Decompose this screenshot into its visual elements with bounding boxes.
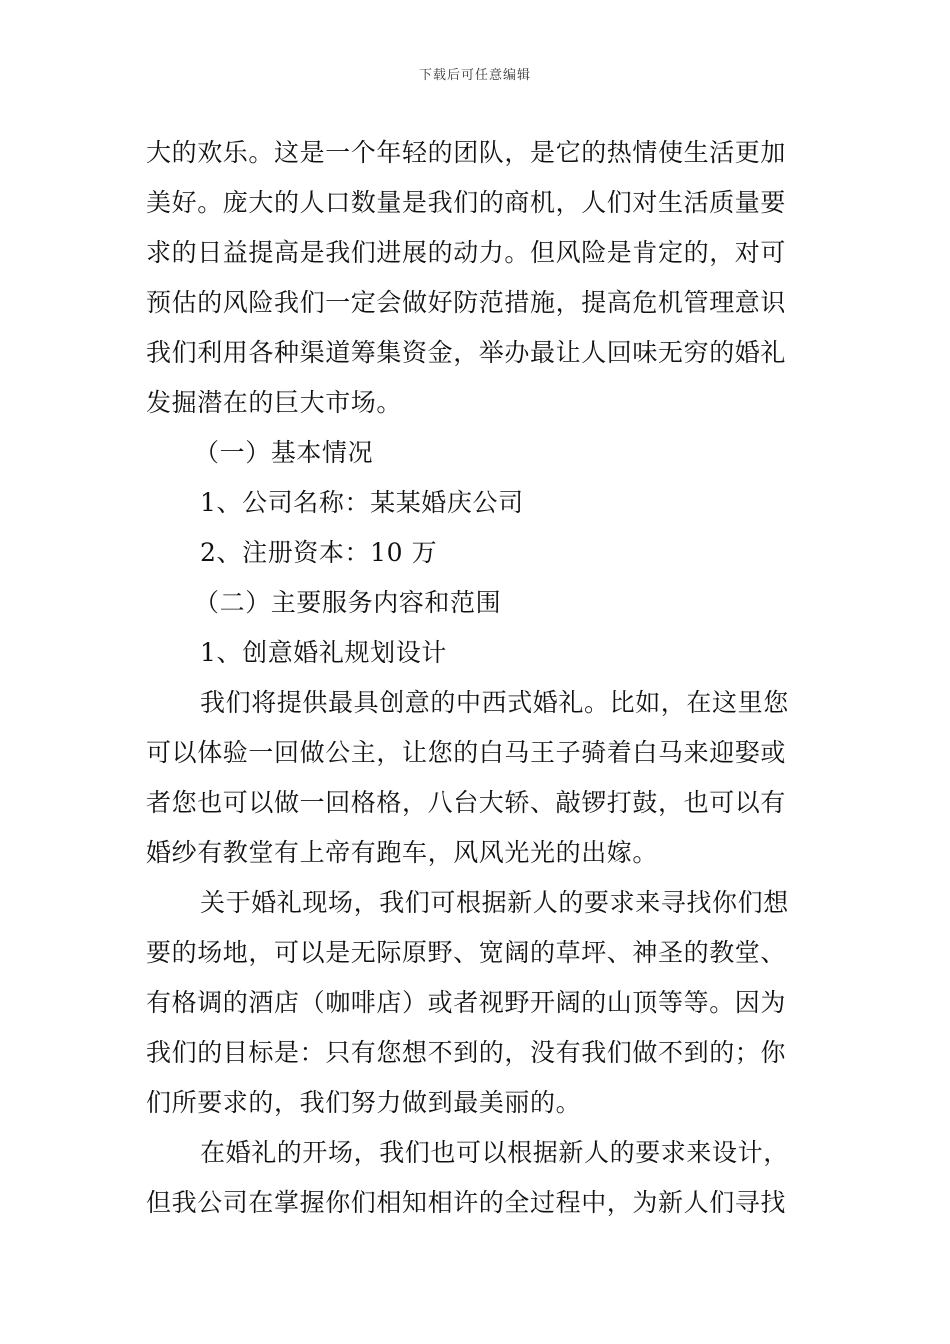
- paragraph-start: 我们将提供最具创意的中西式婚礼。比如，在这里您: [200, 688, 789, 717]
- document-body: [146, 128, 806, 1228]
- text-line: 美好。庞大的人口数量是我们的商机，人们对生活质量要: [146, 188, 787, 217]
- list-item: 1、公司名称：某某婚庆公司: [200, 488, 524, 517]
- text-line: 者您也可以做一回格格，八台大轿、敲锣打鼓，也可以有: [146, 788, 787, 817]
- text-line: 但我公司在掌握你们相知相许的全过程中，为新人们寻找: [146, 1188, 787, 1217]
- text-line: 可以体验一回做公主，让您的白马王子骑着白马来迎娶或: [146, 738, 787, 767]
- text-line: 发掘潜在的巨大市场。: [146, 388, 403, 417]
- section-heading: （二）主要服务内容和范围: [194, 588, 502, 617]
- text-line: 们所要求的，我们努力做到最美丽的。: [146, 1088, 582, 1117]
- text-line: 求的日益提高是我们进展的动力。但风险是肯定的，对可: [146, 238, 787, 267]
- text-line: 有格调的酒店（咖啡店）或者视野开阔的山顶等等。因为: [146, 988, 787, 1017]
- text-line: 预估的风险我们一定会做好防范措施，提高危机管理意识: [146, 288, 787, 317]
- list-item: 2、注册资本：10 万: [200, 538, 438, 567]
- paragraph-start: 关于婚礼现场，我们可根据新人的要求来寻找你们想: [200, 888, 789, 917]
- section-heading: （一）基本情况: [194, 438, 374, 467]
- page-header: 下载后可任意编辑: [418, 68, 531, 83]
- paragraph-start: 在婚礼的开场，我们也可以根据新人的要求来设计，: [200, 1138, 789, 1167]
- text-line: 我们的目标是：只有您想不到的，没有我们做不到的；你: [146, 1038, 787, 1067]
- text-line: 大的欢乐。这是一个年轻的团队，是它的热情使生活更加: [146, 138, 787, 167]
- text-line: 要的场地，可以是无际原野、宽阔的草坪、神圣的教堂、: [146, 938, 787, 967]
- text-line: 我们利用各种渠道筹集资金，举办最让人回味无穷的婚礼: [146, 338, 787, 367]
- text-line: 婚纱有教堂有上帝有跑车，风风光光的出嫁。: [146, 838, 659, 867]
- list-item: 1、创意婚礼规划设计: [200, 638, 447, 667]
